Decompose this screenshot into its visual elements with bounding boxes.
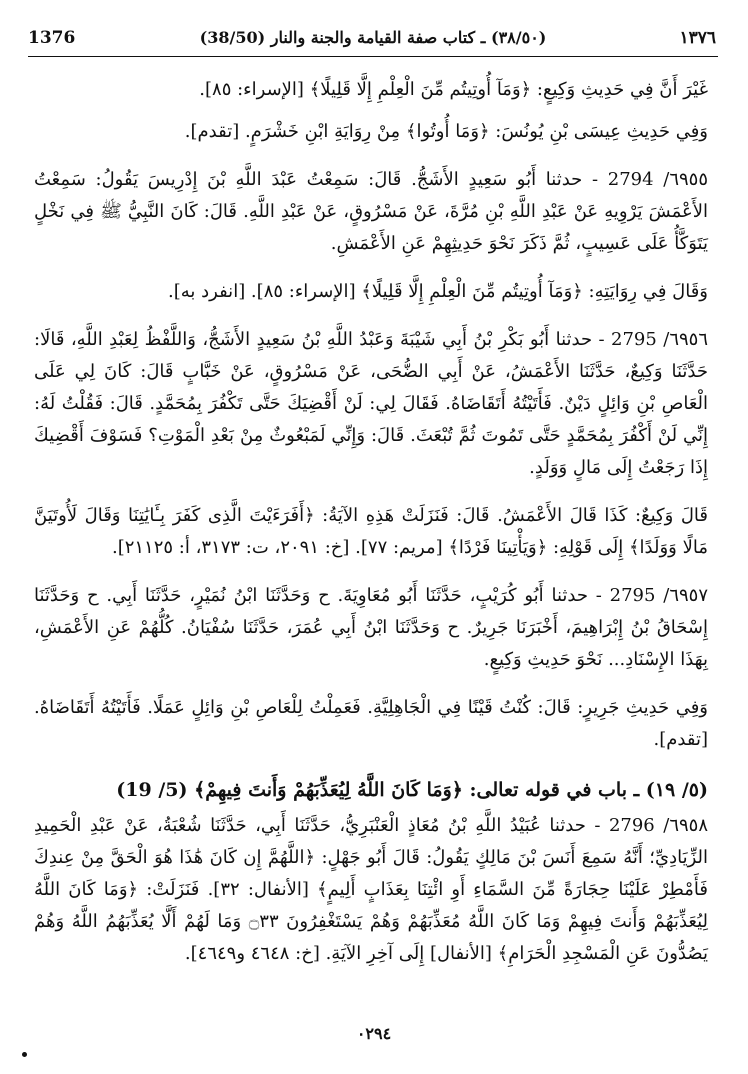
paragraph-6: قَالَ وَكِيعٌ: كَذَا قَالَ الأَعْمَشُ. قَالَ: فَنَزَلَتْ هَذِهِ الآيَةُ: ﴿أَفَرَءَيْتَ الَّذِى كَفَرَ بِـَٔايَٰتِنَا وَقَالَ لَأُوتَيَنَّ مَالًا وَوَلَدًا﴾ إِلَى قَوْلِهِ: ﴿وَيَأْتِينَا فَرْدًا﴾ [مريم: ٧٧]. [خ: ٢٠٩١، ت: ٣١٧٣، أ: ٢١١٢٥]. <box>34 505 708 558</box>
hadith-6955: ٦٩٥٥/ 2794 - حدثنا أَبُو سَعِيدٍ الأَشَجُّ. قَالَ: سَمِعْتُ عَبْدَ اللَّهِ بْنَ إِدْرِيسَ يَقُولُ: سَمِعْتُ الأَعْمَشَ يَرْوِيهِ عَنْ عَبْدِ اللَّهِ بْنِ مُرَّةَ، عَنْ مَسْرُوقٍ، عَنْ عَبْدِ اللَّهِ. قَالَ: كَانَ النَّبِيُّ ﷺ فِي نَخْلٍ يَتَوَكَّأُ عَلَى عَسِيبٍ، ثُمَّ ذَكَرَ نَحْوَ حَدِيثِهِمْ عَنِ الأَعْمَشِ. <box>34 169 708 254</box>
paragraph-4: وَقَالَ فِي رِوَايَتِهِ: ﴿وَمَآ أُوتِيتُم مِّنَ الْعِلْمِ إِلَّا قَلِيلًا﴾ [الإسراء: ٨٥]. [انفرد به]. <box>168 281 708 302</box>
page-number-arabic: ١٣٧٦ <box>679 28 716 48</box>
page-header <box>28 26 718 57</box>
page-number-latin: 1376 <box>28 28 76 48</box>
paragraph-8: وَفِي حَدِيثِ جَرِيرٍ: قَالَ: كُنْتُ قَيْنًا فِي الْجَاهِلِيَّةِ. فَعَمِلْتُ لِلْعَاصِ بْنِ وَائِلٍ عَمَلًا. فَأَتَيْتُهُ أَتَقَاضَاهُ. [تقدم]. <box>34 697 708 750</box>
paragraph-2: وَفِي حَدِيثِ عِيسَى بْنِ يُونُسَ: ﴿وَمَا أُوتُوا﴾ مِنْ رِوَايَةِ ابْنِ خَشْرَمٍ. [تقدم]. <box>184 121 708 142</box>
margin-dot <box>22 1052 27 1057</box>
hadith-6956: ٦٩٥٦/ 2795 - حدثنا أَبُو بَكْرِ بْنُ أَبِي شَيْبَةَ وَعَبْدُ اللَّهِ بْنُ سَعِيدٍ الأَشَجُّ، وَاللَّفْظُ لِعَبْدِ اللَّهِ، قَالَا: حَدَّثَنَا وَكِيعٌ، حَدَّثَنَا الأَعْمَشُ، عَنْ أَبِي الضُّحَى، عَنْ مَسْرُوقٍ، عَنْ خَبَّابٍ قَالَ: كَانَ لِي عَلَى الْعَاصِ بْنِ وَائِلٍ دَيْنٌ. فَأَتَيْتُهُ أَتَقَاضَاهُ. فَقَالَ لِي: لَنْ أَقْضِيَكَ حَتَّى تَكْفُرَ بِمُحَمَّدٍ. قَالَ: فَقُلْتُ لَهُ: إِنِّي لَنْ أَكْفُرَ بِمُحَمَّدٍ حَتَّى تَمُوتَ ثُمَّ تُبْعَثَ. قَالَ: وَإِنِّي لَمَبْعُوثٌ مِنْ بَعْدِ الْمَوْتِ؟ فَسَوْفَ أَقْضِيكَ إِذَا رَجَعْتُ إِلَى مَالٍ وَوَلَدٍ. <box>34 329 708 478</box>
hadith-6957: ٦٩٥٧/ 2795 - حدثنا أَبُو كُرَيْبٍ، حَدَّثَنَا أَبُو مُعَاوِيَةَ. ح وَحَدَّثَنَا ابْنُ نُمَيْرٍ، حَدَّثَنَا أَبِي. ح وَحَدَّثَنَا إِسْحَاقُ بْنُ إِبْرَاهِيمَ، أَخْبَرَنَا جَرِيرٌ. ح وَحَدَّثَنَا ابْنُ أَبِي عُمَرَ، حَدَّثَنَا سُفْيَانُ. كُلُّهُمْ عَنِ الأَعْمَشِ، بِهَذَا الإِسْنَادِ... نَحْوَ حَدِيثِ وَكِيعٍ. <box>34 585 708 670</box>
paragraph-1: غَيْرَ أَنَّ فِي حَدِيثِ وَكِيعٍ: ﴿وَمَآ أُوتِيتُم مِّنَ الْعِلْمِ إِلَّا قَلِيلًا﴾ [الإسراء: ٨٥]. <box>199 79 708 100</box>
chapter-heading: (٥/ ١٩) ـ باب في قوله تعالى: ﴿وَمَا كَانَ اللَّهُ لِيُعَذِّبَهُمْ وَأَنتَ فِيهِمْ﴾ (5/ 19) <box>116 779 708 801</box>
footer-page-number: ٠٢٩٤ <box>356 1024 392 1043</box>
main-text <box>34 74 708 986</box>
chapter-running-title: (٣٨/٥٠) ـ كتاب صفة القيامة والجنة والنار (38/50) <box>199 28 547 47</box>
hadith-6958: ٦٩٥٨/ 2796 - حدثنا عُبَيْدُ اللَّهِ بْنُ مُعَاذٍ الْعَنْبَرِيُّ، حَدَّثَنَا أَبِي، حَدَّثَنَا شُعْبَةُ، عَنْ عَبْدِ الْحَمِيدِ الزِّيَادِيِّ؛ أَنَّهُ سَمِعَ أَنَسَ بْنَ مَالِكٍ يَقُولُ: قَالَ أَبُو جَهْلٍ: ﴿اللَّهُمَّ إِن كَانَ هَٰذَا هُوَ الْحَقَّ مِنْ عِندِكَ فَأَمْطِرْ عَلَيْنَا حِجَارَةً مِّنَ السَّمَاءِ أَوِ ائْتِنَا بِعَذَابٍ أَلِيمٍ﴾ [الأنفال: ٣٢]. فَنَزَلَتْ: ﴿وَمَا كَانَ اللَّهُ لِيُعَذِّبَهُمْ وَأَنتَ فِيهِمْ وَمَا كَانَ اللَّهُ مُعَذِّبَهُمْ وَهُمْ يَسْتَغْفِرُونَ ۝٣٣ وَمَا لَهُمْ أَلَّا يُعَذِّبَهُمُ اللَّهُ وَهُمْ يَصُدُّونَ عَنِ الْمَسْجِدِ الْحَرَامِ﴾ [الأنفال] إِلَى آخِرِ الآيَةِ. [خ: ٤٦٤٨ و٤٦٤٩]. <box>34 815 708 964</box>
